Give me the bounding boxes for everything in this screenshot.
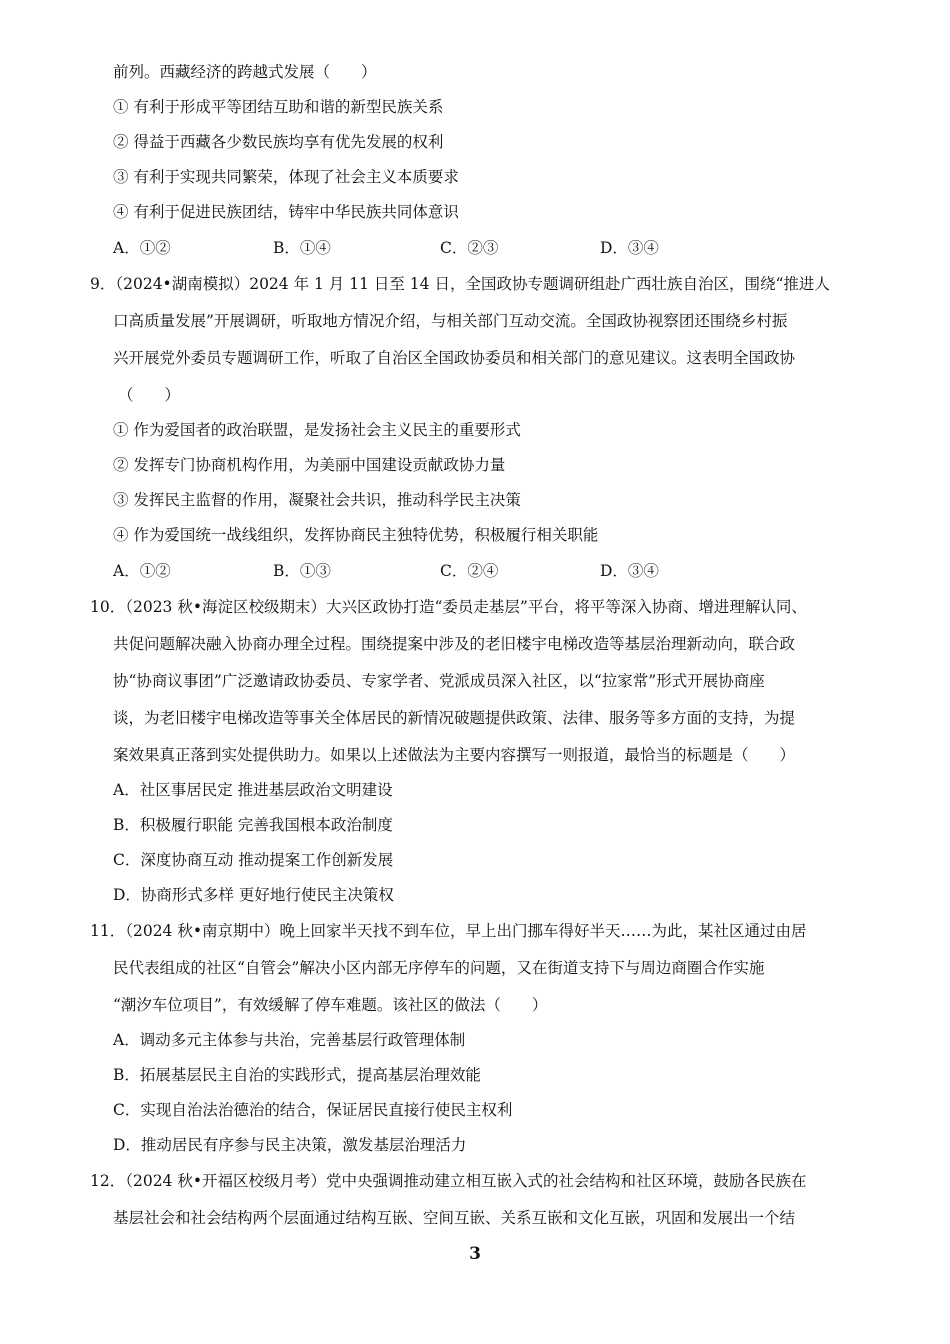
q11-line-3: “潮汐车位项目”，有效缓解了停车难题。该社区的做法（ ） <box>113 996 548 1014</box>
q8-item-3: ③ 有利于实现共同繁荣，体现了社会主义本质要求 <box>113 168 459 186</box>
q10-option-a: A．社区事居民定 推进基层政治文明建设 <box>113 781 393 799</box>
q9-item-2: ② 发挥专门协商机构作用，为美丽中国建设贡献政协力量 <box>113 456 506 474</box>
q9-item-3: ③ 发挥民主监督的作用，凝聚社会共识，推动科学民主决策 <box>113 491 521 509</box>
q9-line-2: 口高质量发展”开展调研，听取地方情况介绍，与相关部门互动交流。全国政协视察团还围绕乡村振 <box>113 312 788 330</box>
q8-stem-tail: 前列。西藏经济的跨越式发展（ ） <box>113 63 377 81</box>
q9-line-4: （ ） <box>118 386 181 404</box>
q9-line-1: 9．（2024•湖南模拟）2024 年 1 月 11 日至 14 日，全国政协专题调研组赴广西壮族自治区，围绕“推进人 <box>90 275 830 293</box>
q10-line-2: 共促问题解决融入协商办理全过程。围绕提案中涉及的老旧楼宇电梯改造等基层治理新动向，联合政 <box>113 635 796 653</box>
q8-item-2: ② 得益于西藏各少数民族均享有优先发展的权利 <box>113 133 444 151</box>
q8-option-c: C．②③ <box>440 239 499 257</box>
q12-line-2: 基层社会和社会结构两个层面通过结构互嵌、空间互嵌、关系互嵌和文化互嵌，巩固和发展出一个结 <box>113 1209 796 1227</box>
q9-option-d: D．③④ <box>600 562 659 580</box>
q11-line-2: 民代表组成的社区“自管会”解决小区内部无序停车的问题，又在街道支持下与周边商圈合作实施 <box>113 959 765 977</box>
q10-option-d: D．协商形式多样 更好地行使民主决策权 <box>113 886 394 904</box>
q9-line-3: 兴开展党外委员专题调研工作，听取了自治区全国政协委员和相关部门的意见建议。这表明全国政协 <box>113 349 796 367</box>
q9-item-4: ④ 作为爱国统一战线组织，发挥协商民主独特优势，积极履行相关职能 <box>113 526 599 544</box>
q8-option-a: A．①② <box>113 239 171 257</box>
q9-item-1: ① 作为爱国者的政治联盟，是发扬社会主义民主的重要形式 <box>113 421 521 439</box>
q10-line-3: 协“协商议事团”广泛邀请政协委员、专家学者、党派成员深入社区，以“拉家常”形式开展协商座 <box>113 672 765 690</box>
q11-option-b: B．拓展基层民主自治的实践形式，提高基层治理效能 <box>113 1066 481 1084</box>
q10-option-b: B．积极履行职能 完善我国根本政治制度 <box>113 816 393 834</box>
q8-item-1: ① 有利于形成平等团结互助和谐的新型民族关系 <box>113 98 444 116</box>
q8-option-d: D．③④ <box>600 239 659 257</box>
q9-option-c: C．②④ <box>440 562 499 580</box>
q10-line-5: 案效果真正落到实处提供助力。如果以上述做法为主要内容撰写一则报道，最恰当的标题是（ ） <box>113 746 796 764</box>
page-number: 3 <box>469 1244 481 1264</box>
q10-line-1: 10．（2023 秋•海淀区校级期末）大兴区政协打造“委员走基层”平台，将平等深入协商、增进理解认同、 <box>90 598 807 616</box>
q11-option-d: D．推动居民有序参与民主决策，激发基层治理活力 <box>113 1136 467 1154</box>
q10-option-c: C．深度协商互动 推动提案工作创新发展 <box>113 851 394 869</box>
q11-option-a: A．调动多元主体参与共治，完善基层行政管理体制 <box>113 1031 466 1049</box>
q11-option-c: C．实现自治法治德治的结合，保证居民直接行使民主权利 <box>113 1101 513 1119</box>
q11-line-1: 11．（2024 秋•南京期中）晚上回家半天找不到车位，早上出门挪车得好半天……为此，某社区通过由居 <box>90 922 807 940</box>
q8-option-b: B．①④ <box>273 239 331 257</box>
q10-line-4: 谈，为老旧楼宇电梯改造等事关全体居民的新情况破题提供政策、法律、服务等多方面的支持，为提 <box>113 709 796 727</box>
q9-option-b: B．①③ <box>273 562 331 580</box>
q12-line-1: 12．（2024 秋•开福区校级月考）党中央强调推动建立相互嵌入式的社会结构和社区环境，鼓励各民族在 <box>90 1172 807 1190</box>
q9-option-a: A．①② <box>113 562 171 580</box>
q8-item-4: ④ 有利于促进民族团结，铸牢中华民族共同体意识 <box>113 203 459 221</box>
